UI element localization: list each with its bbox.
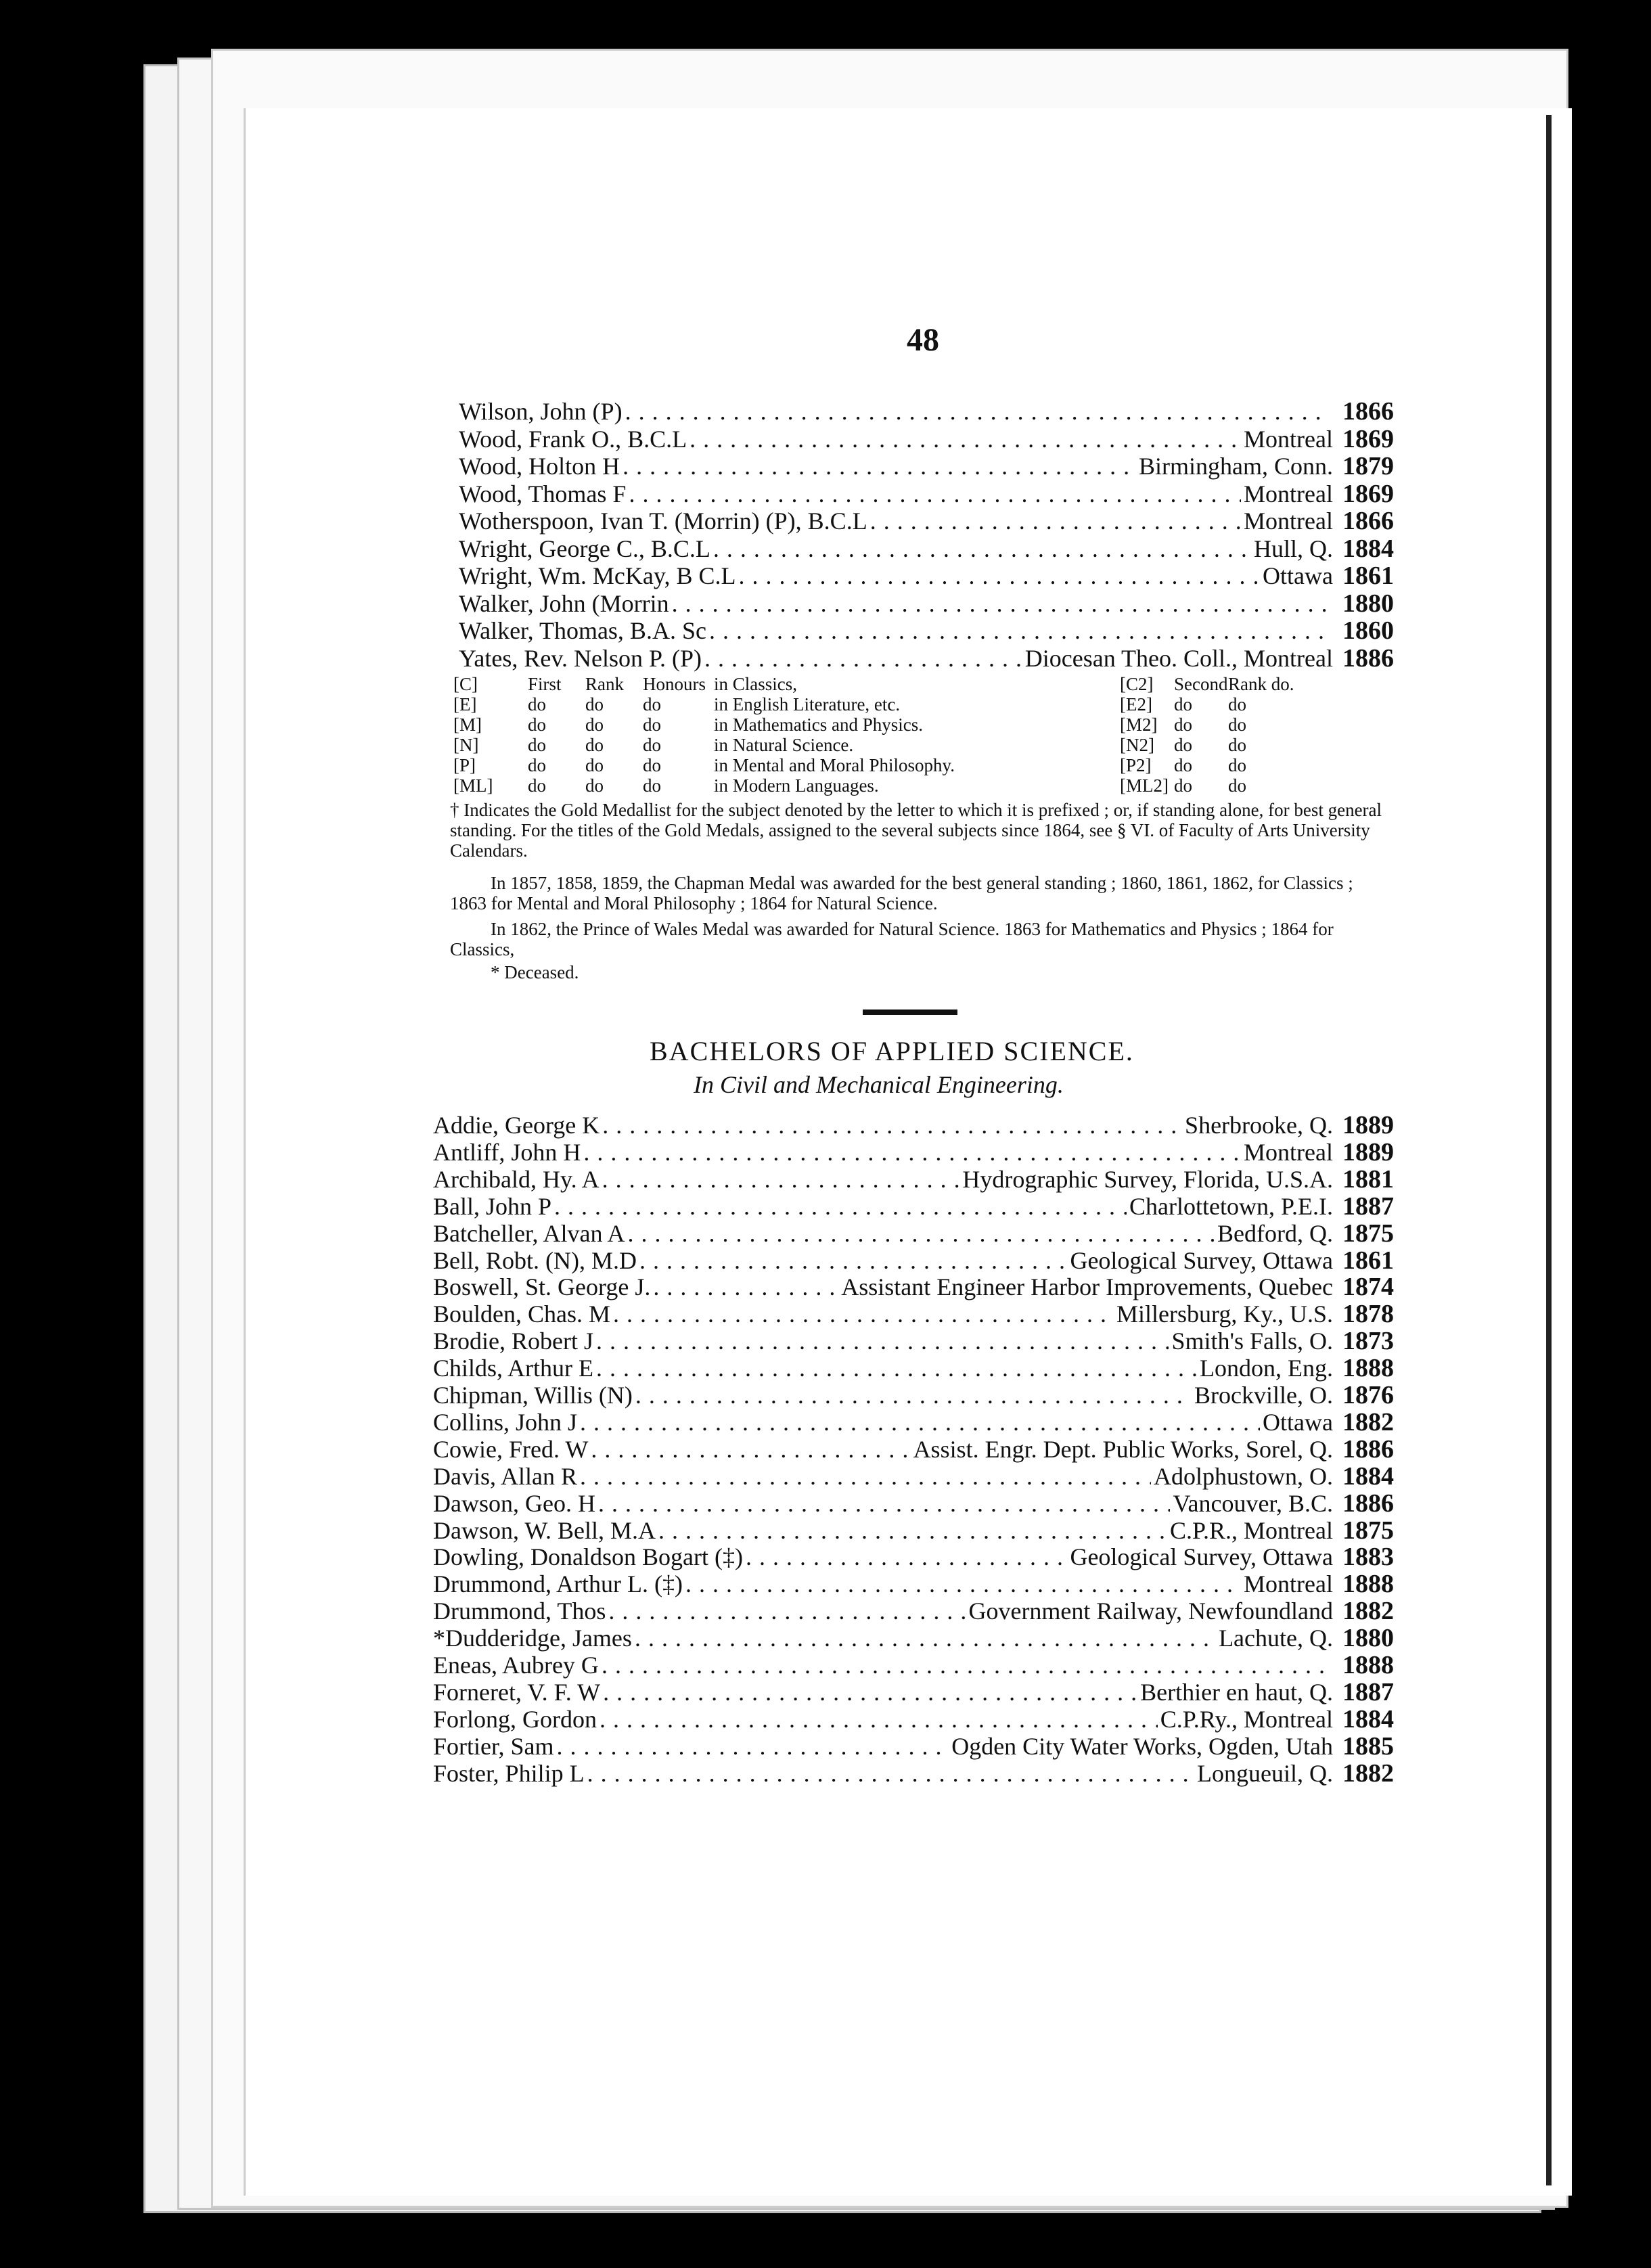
legend-cell: [ML] (453, 775, 493, 796)
dot-leader (596, 1355, 1197, 1382)
entry-place: Montreal (1244, 480, 1333, 507)
entry-place: Government Railway, Newfoundland (968, 1597, 1333, 1625)
entry-place: Ottawa (1263, 562, 1333, 589)
legend-cell: do (528, 755, 546, 775)
list-entry (433, 1409, 1394, 1436)
entry-name: Bell, Robt. (N), M.D (433, 1246, 637, 1274)
entry-name: Cowie, Fred. W (433, 1435, 589, 1463)
legend-cell: do (528, 735, 546, 755)
legend-cell: do (528, 694, 546, 715)
entry-place: Bedford, Q. (1217, 1219, 1333, 1247)
entry-place: C.P.Ry., Montreal (1160, 1705, 1333, 1733)
entry-name: Wood, Frank O., B.C.L (459, 425, 687, 453)
entry-year: 1889 (1342, 1111, 1394, 1139)
entry-name: Dawson, W. Bell, M.A (433, 1516, 656, 1544)
legend-cell: do (585, 775, 604, 796)
entry-year: 1884 (1342, 534, 1394, 563)
list-entry (433, 1760, 1394, 1787)
section-title: BACHELORS OF APPLIED SCIENCE. (650, 1036, 1134, 1066)
dot-leader (627, 1220, 1215, 1247)
section-subtitle: In Civil and Mechanical Engineering. (694, 1071, 1064, 1098)
list-entry (433, 1166, 1394, 1193)
entry-name: Wright, George C., B.C.L (459, 535, 710, 562)
entry-place: Lachute, Q. (1219, 1625, 1333, 1652)
entry-place: Charlottetown, P.E.I. (1129, 1192, 1333, 1220)
legend-cell: do (1228, 694, 1246, 715)
list-entry (459, 535, 1394, 562)
list-entry (433, 1273, 1394, 1300)
dot-leader (603, 1679, 1137, 1706)
prince-of-wales-medal-note: In 1862, the Prince of Wales Medal was awarded for Natural Science. 1863 for Mathematics and Physics ; 1864 for Classics, (450, 919, 1334, 959)
entry-year: 1887 (1342, 1192, 1394, 1221)
entry-year: 1888 (1342, 1651, 1394, 1679)
entry-name: Boulden, Chas. M (433, 1300, 611, 1328)
page-number: 48 (907, 322, 939, 358)
entry-name: Drummond, Arthur L. (‡) (433, 1570, 683, 1598)
list-entry (433, 1436, 1394, 1463)
entry-name: Wright, Wm. McKay, B C.L (459, 562, 736, 589)
entry-year: 1886 (1342, 1489, 1394, 1518)
list-entry (459, 453, 1394, 480)
entry-place: Millersburg, Ky., U.S. (1116, 1300, 1333, 1328)
facing-page-edge (1546, 115, 1552, 2185)
list-entry (433, 1463, 1394, 1490)
entry-name: Boswell, St. George J. (433, 1273, 651, 1301)
list-entry (459, 426, 1394, 453)
entry-year: 1889 (1342, 1137, 1394, 1166)
legend-cell: do (1174, 755, 1192, 775)
list-entry (433, 1625, 1394, 1652)
legend-cell: in English Literature, etc. (714, 694, 901, 715)
entry-year: 1874 (1342, 1273, 1394, 1302)
list-entry (433, 1328, 1394, 1355)
dot-leader (870, 507, 1241, 535)
dot-leader (635, 1625, 1216, 1652)
legend-cell: do (643, 775, 661, 796)
entry-year: 1866 (1342, 507, 1394, 535)
dot-leader (602, 1112, 1182, 1139)
list-entry (433, 1597, 1394, 1625)
entry-place: Geological Survey, Ottawa (1070, 1246, 1333, 1274)
legend-cell: do (643, 735, 661, 755)
entry-place: Montreal (1244, 507, 1333, 535)
entry-place: Montreal (1244, 1570, 1333, 1598)
entry-year: 1886 (1342, 1434, 1394, 1464)
entry-place: Geological Survey, Ottawa (1070, 1543, 1333, 1571)
dot-leader (746, 1543, 1068, 1570)
dot-leader (672, 590, 1330, 617)
entry-place: Berthier en haut, Q. (1140, 1678, 1333, 1706)
list-entry (433, 1517, 1394, 1544)
list-entry (459, 590, 1394, 617)
dot-leader (739, 562, 1261, 589)
entry-year: 1869 (1342, 479, 1394, 508)
legend-cell: [N] (453, 735, 479, 755)
entry-place: London, Eng. (1200, 1355, 1333, 1382)
dot-leader (709, 617, 1330, 644)
legend-cell: [E] (453, 694, 477, 715)
legend-row (453, 694, 1401, 715)
entry-year: 1875 (1342, 1219, 1394, 1248)
entry-year: 1869 (1342, 424, 1394, 453)
legend-cell: do (585, 715, 604, 735)
dot-leader (623, 453, 1136, 480)
dot-leader (629, 480, 1241, 507)
legend-cell: do (585, 755, 604, 775)
entry-name: Childs, Arthur E (433, 1355, 594, 1382)
entry-place: Montreal (1244, 1138, 1333, 1166)
list-entry (433, 1733, 1394, 1760)
list-entry (433, 1543, 1394, 1570)
dot-leader (713, 535, 1251, 562)
legend-cell: [P2] (1120, 755, 1152, 775)
list-entry (433, 1193, 1394, 1220)
entry-place: Longueuil, Q. (1197, 1759, 1333, 1787)
entry-year: 1873 (1342, 1327, 1394, 1356)
list-entry (433, 1490, 1394, 1517)
list-entry (459, 645, 1394, 672)
legend-cell: [N2] (1120, 735, 1154, 755)
entry-year: 1866 (1342, 397, 1394, 426)
entry-year: 1882 (1342, 1759, 1394, 1788)
entry-year: 1884 (1342, 1461, 1394, 1491)
legend-cell: do (643, 715, 661, 735)
legend-cell: [M2] (1120, 715, 1158, 735)
entry-year: 1875 (1342, 1516, 1394, 1545)
entry-place: Ogden City Water Works, Ogden, Utah (951, 1732, 1333, 1760)
entry-name: Fortier, Sam (433, 1732, 554, 1760)
list-entry (433, 1679, 1394, 1706)
gold-medal-note: † Indicates the Gold Medallist for the subject denoted by the letter to which it is prefixed ; or, if standing alone, for best general standing. For the titles of the Gold Medals, assigned to the several subjects since 1864, see § VI. of Faculty of Arts University Calendars. (450, 800, 1382, 861)
entry-year: 1880 (1342, 1624, 1394, 1653)
legend-cell: do (528, 715, 546, 735)
entry-name: Walker, John (Morrin (459, 589, 669, 617)
dot-leader (602, 1652, 1330, 1679)
legend-cell: do (643, 694, 661, 715)
legend-cell: Rank (585, 674, 624, 694)
entry-name: Brodie, Robert J (433, 1328, 593, 1355)
entry-name: Dowling, Donaldson Bogart (‡) (433, 1543, 743, 1571)
list-entry (433, 1652, 1394, 1679)
entry-name: Antliff, John H (433, 1138, 581, 1166)
entry-place: Diocesan Theo. Coll., Montreal (1024, 644, 1333, 672)
entry-year: 1879 (1342, 452, 1394, 480)
legend-cell: [C2] (1120, 674, 1154, 694)
legend-cell: First (528, 674, 562, 694)
legend-cell: do (1174, 715, 1192, 735)
entry-name: Wilson, John (P) (459, 398, 623, 425)
dot-leader (587, 1760, 1194, 1787)
entry-year: 1886 (1342, 643, 1394, 673)
entry-name: Forlong, Gordon (433, 1705, 597, 1733)
dot-leader (596, 1328, 1169, 1355)
dot-leader (600, 1706, 1158, 1733)
entry-name: Archibald, Hy. A (433, 1165, 600, 1193)
legend-cell: do (1228, 715, 1246, 735)
entry-name: Davis, Allan R (433, 1462, 577, 1490)
legend-cell: [P] (453, 755, 476, 775)
entry-name: Wood, Thomas F (459, 480, 627, 507)
entry-place: Montreal (1244, 425, 1333, 453)
legend-cell: do (1228, 735, 1246, 755)
dot-leader (689, 426, 1241, 453)
legend-row (453, 674, 1401, 694)
list-entry (433, 1355, 1394, 1382)
dot-leader (598, 1490, 1171, 1517)
list-entry (433, 1706, 1394, 1733)
entry-year: 1887 (1342, 1677, 1394, 1706)
list-entry (433, 1139, 1394, 1166)
legend-cell: do (585, 735, 604, 755)
entry-name: Collins, John J (433, 1408, 578, 1436)
entry-name: Walker, Thomas, B.A. Sc (459, 617, 706, 644)
entry-name: Chipman, Willis (N) (433, 1382, 633, 1409)
dot-leader (635, 1382, 1192, 1409)
legend-cell: do (1174, 775, 1192, 796)
dot-leader (658, 1517, 1167, 1544)
entry-year: 1883 (1342, 1543, 1394, 1572)
legend-cell: Second (1174, 674, 1228, 694)
entry-year: 1888 (1342, 1570, 1394, 1599)
dot-leader (608, 1597, 966, 1625)
entry-place: C.P.R., Montreal (1169, 1516, 1333, 1544)
entry-name: Wood, Holton H (459, 453, 620, 480)
entry-year: 1884 (1342, 1704, 1394, 1733)
entry-name: Drummond, Thos (433, 1597, 606, 1625)
list-entry (459, 562, 1394, 589)
list-entry (459, 480, 1394, 507)
entry-name: Wotherspoon, Ivan T. (Morrin) (P), B.C.L (459, 507, 867, 535)
entry-name: Forneret, V. F. W (433, 1678, 601, 1706)
dot-leader (557, 1733, 949, 1760)
dot-leader (704, 645, 1022, 672)
list-entry (433, 1112, 1394, 1139)
entry-year: 1880 (1342, 589, 1394, 618)
legend-cell: do (643, 755, 661, 775)
dot-leader (625, 398, 1330, 425)
entry-place: Hull, Q. (1254, 535, 1333, 562)
legend-row (453, 775, 1401, 796)
entry-place: Hydrographic Survey, Florida, U.S.A. (962, 1165, 1333, 1193)
entry-year: 1881 (1342, 1164, 1394, 1194)
entry-year: 1861 (1342, 562, 1394, 590)
entry-name: Foster, Philip L (433, 1759, 585, 1787)
chapman-medal-note: In 1857, 1858, 1859, the Chapman Medal was awarded for the best general standing ; 1860, 1861, 1862, for Classics ; 1863 for Mental and Moral Philosophy ; 1864 for Natural Science. (450, 873, 1353, 913)
dot-leader (639, 1247, 1067, 1274)
entry-place: Ottawa (1263, 1408, 1333, 1436)
dot-leader (653, 1273, 838, 1300)
deceased-note: * Deceased. (491, 962, 579, 982)
entry-place: Vancouver, B.C. (1173, 1489, 1333, 1517)
entry-place: Assist. Engr. Dept. Public Works, Sorel, Q. (913, 1435, 1333, 1463)
list-entry (459, 507, 1394, 535)
legend-cell: do (1228, 755, 1246, 775)
dot-leader (685, 1570, 1241, 1597)
entry-name: Ball, John P (433, 1192, 552, 1220)
entry-name: Eneas, Aubrey G (433, 1652, 599, 1679)
entry-year: 1885 (1342, 1731, 1394, 1761)
dot-leader (591, 1436, 910, 1463)
list-entry (433, 1300, 1394, 1328)
legend-cell: in Modern Languages. (714, 775, 879, 796)
entry-place: Assistant Engineer Harbor Improvements, Quebec (841, 1273, 1333, 1301)
legend-row (453, 715, 1401, 735)
dot-leader (554, 1193, 1127, 1220)
honours-legend (453, 674, 1401, 796)
legend-cell: do (585, 694, 604, 715)
entry-place: Adolphustown, O. (1153, 1462, 1333, 1490)
dot-leader (580, 1409, 1260, 1436)
legend-cell: [C] (453, 674, 478, 694)
list-entry (433, 1247, 1394, 1274)
legend-cell: in Mathematics and Physics. (714, 715, 923, 735)
legend-cell: do (1174, 694, 1192, 715)
list-entry (433, 1382, 1394, 1409)
section-divider (863, 1010, 957, 1015)
list-entry (459, 617, 1394, 644)
dot-leader (602, 1166, 960, 1193)
legend-cell: [E2] (1120, 694, 1152, 715)
legend-cell: in Natural Science. (714, 735, 854, 755)
entry-place: Smith's Falls, O. (1171, 1328, 1333, 1355)
legend-cell: do (1228, 775, 1246, 796)
dot-leader (613, 1300, 1114, 1328)
entry-name: Batcheller, Alvan A (433, 1219, 625, 1247)
legend-cell: do (1174, 735, 1192, 755)
entry-year: 1878 (1342, 1300, 1394, 1329)
list-entry (459, 398, 1394, 425)
entry-year: 1860 (1342, 616, 1394, 645)
legend-cell: Rank do. (1228, 674, 1294, 694)
entry-name: Yates, Rev. Nelson P. (P) (459, 644, 702, 672)
entry-year: 1876 (1342, 1381, 1394, 1409)
entry-year: 1882 (1342, 1597, 1394, 1626)
entry-name: Dawson, Geo. H (433, 1489, 595, 1517)
legend-cell: do (528, 775, 546, 796)
list-entry (433, 1220, 1394, 1247)
entry-name: Addie, George K (433, 1112, 600, 1139)
legend-cell: in Mental and Moral Philosophy. (714, 755, 955, 775)
entry-place: Birmingham, Conn. (1139, 453, 1333, 480)
legend-cell: in Classics, (714, 674, 798, 694)
legend-row (453, 735, 1401, 755)
entry-place: Brockville, O. (1194, 1382, 1333, 1409)
legend-cell: [ML2] (1120, 775, 1169, 796)
entry-name: *Dudderidge, James (433, 1625, 632, 1652)
entry-year: 1861 (1342, 1246, 1394, 1275)
list-entry (433, 1570, 1394, 1597)
entry-year: 1888 (1342, 1354, 1394, 1383)
legend-cell: [M] (453, 715, 482, 735)
entry-year: 1882 (1342, 1407, 1394, 1436)
legend-cell: Honours (643, 674, 706, 694)
dot-leader (580, 1463, 1151, 1490)
dot-leader (583, 1139, 1241, 1166)
legend-row (453, 755, 1401, 775)
entry-place: Sherbrooke, Q. (1185, 1112, 1333, 1139)
